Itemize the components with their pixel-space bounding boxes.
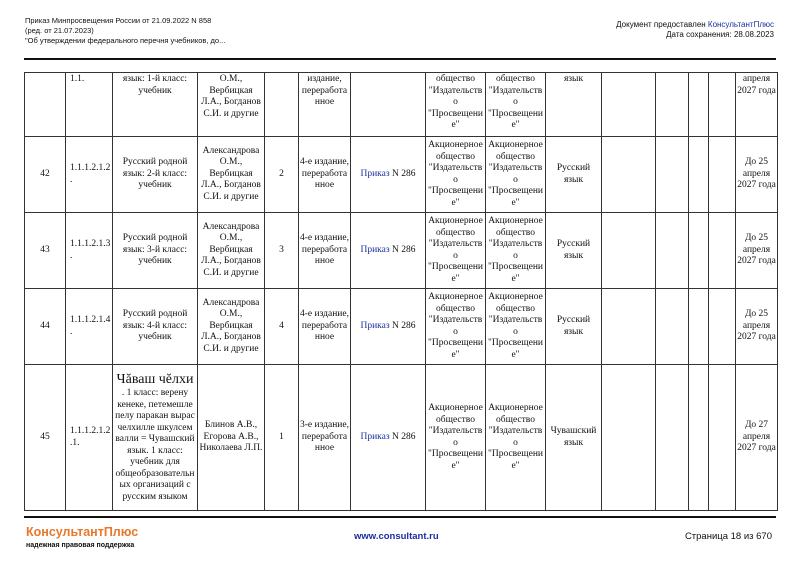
cell-number-text: 43 [40,244,50,255]
cell-edition [299,365,351,511]
cell-grade [265,137,299,213]
cell-title-text: . 1 класс: верену кенеке, петемешле пелу паракан вырас челхилле шкулсем валли = Чувашский язык. 1 класс: учебник для общеобразовательных организаций с русским языком [115,388,195,502]
cell-title [113,213,198,289]
cell-order [351,365,426,511]
cell-deadline [736,365,778,511]
cell-grade-text: 1 [279,431,284,442]
cell-code [66,73,113,137]
cell-language-text: Чувашский язык [550,426,597,448]
order-link[interactable]: Приказ [360,244,390,255]
cell-empty [602,213,656,289]
cell-deadline-text: До 25 апреля 2027 года [737,157,776,191]
cell-title-text: язык: 1-й класс: учебник [122,74,188,96]
cell-grade-text: 3 [279,244,284,255]
cell-empty [709,137,736,213]
cell-number [25,73,66,137]
cell-publisher [426,73,486,137]
cell-empty [602,365,656,511]
header-line: (ред. от 21.07.2023) [25,26,94,35]
order-number: N 286 [389,244,416,255]
cell-publisher-2 [486,213,546,289]
cell-deadline-text: До 25 апреля 2027 года [737,233,776,267]
cell-empty [709,289,736,365]
cell-publisher-2-text: Акционерное общество "Издательство "Просвещение" [487,292,544,360]
cell-language-text: Русский язык [556,163,591,185]
cell-empty [709,73,736,137]
header-line: Приказ Минпросвещения России от 21.09.2022 N 858 [25,16,212,25]
cell-deadline [736,213,778,289]
order-link[interactable]: Приказ [360,320,390,331]
cell-code-text: 1.1.1.2.1.2.1. [70,426,111,448]
cell-authors [198,289,265,365]
cell-empty [602,289,656,365]
cell-edition-text: 4-е издание, переработанное [300,157,349,191]
cell-order [351,73,426,137]
order-link[interactable]: Приказ [360,431,390,442]
cell-code-text: 1.1.1.2.1.2. [70,163,111,185]
cell-language [546,289,602,365]
cell-authors [198,213,265,289]
cell-language [546,137,602,213]
cell-authors [198,365,265,511]
cell-empty [689,137,709,213]
cell-empty [602,137,656,213]
cell-publisher-text: Акционерное общество "Издательство "Просвещение" [427,216,484,284]
cell-empty [656,365,689,511]
cell-number [25,213,66,289]
cell-deadline-text: До 27 апреля 2027 года [737,420,776,454]
cell-authors-text: Александрова О.М., Вербицкая Л.А., Богданов С.И. и другие [201,297,261,354]
cell-code [66,365,113,511]
cell-publisher-2-text: Акционерное общество "Издательство "Просвещение" [487,216,544,284]
cell-number [25,137,66,213]
cell-grade [265,365,299,511]
cell-edition-text: издание, переработанное [301,74,348,107]
cell-publisher-text: общество "Издательство "Просвещение" [427,74,484,130]
cell-edition [299,73,351,137]
cell-order [351,137,426,213]
cell-empty [689,289,709,365]
order-number: N 286 [389,168,416,179]
cell-number [25,289,66,365]
cell-publisher-text: Акционерное общество "Издательство "Просвещение" [427,403,484,471]
document-header-info [25,16,225,46]
cell-title-text: Русский родной язык: 3-й класс: учебник [122,233,188,267]
cell-order [351,213,426,289]
footer-website-link[interactable]: www.consultant.ru [354,531,439,542]
cell-empty [689,73,709,137]
cell-code-text: 1.1. [70,74,85,84]
cell-publisher-2-text: Акционерное общество "Издательство "Просвещение" [487,140,544,208]
cell-empty [709,213,736,289]
cell-title [113,137,198,213]
cell-empty [689,213,709,289]
table-row [25,73,778,137]
cell-publisher-2 [486,289,546,365]
cell-edition-text: 3-е издание, переработанное [300,420,349,454]
cell-empty [602,73,656,137]
cell-grade [265,73,299,137]
footer-tagline: надежная правовая поддержка [26,542,135,549]
provided-prefix: Документ предоставлен [616,20,708,29]
cell-publisher [426,289,486,365]
cell-number-text: 45 [40,431,50,442]
cell-authors-text: Александрова О.М., Вербицкая Л.А., Богданов С.И. и другие [201,221,261,278]
cell-authors [198,137,265,213]
cell-grade-text: 2 [279,168,284,179]
cell-empty [656,73,689,137]
footer-divider [24,516,776,518]
provider-info [616,20,774,40]
cell-title-text: Русский родной язык: 2-й класс: учебник [122,157,188,191]
cell-deadline-text: До 25 апреля 2027 года [737,309,776,343]
cell-publisher-2 [486,137,546,213]
cell-code-text: 1.1.1.2.1.3. [70,239,111,261]
cell-code [66,289,113,365]
textbook-table [24,72,778,511]
header-line: "Об утверждении федерального перечня учебников, до... [25,36,226,45]
footer-brand-logo: КонсультантПлюс [26,525,139,539]
cell-grade-text: 4 [279,320,284,331]
cell-title [113,365,198,511]
cell-language [546,73,602,137]
cell-empty [689,365,709,511]
cell-edition [299,137,351,213]
cell-language [546,365,602,511]
save-date: Дата сохранения: 28.08.2023 [666,30,774,39]
cell-edition [299,213,351,289]
order-link[interactable]: Приказ [360,168,390,179]
table-row [25,365,778,511]
cell-number-text: 42 [40,168,50,179]
table-row [25,289,778,365]
cell-publisher [426,137,486,213]
cell-authors-text: Александрова О.М., Вербицкая Л.А., Богданов С.И. и другие [201,145,261,202]
cell-order [351,289,426,365]
cell-empty [709,365,736,511]
cell-code-text: 1.1.1.2.1.4. [70,315,111,337]
cell-publisher-2-text: Акционерное общество "Издательство "Просвещение" [487,403,544,471]
cell-publisher-2 [486,365,546,511]
order-number: N 286 [389,431,416,442]
cell-empty [656,289,689,365]
table-row [25,137,778,213]
cell-deadline [736,289,778,365]
table-row [25,213,778,289]
cell-publisher [426,213,486,289]
order-number: N 286 [389,320,416,331]
cell-deadline [736,73,778,137]
cell-code [66,137,113,213]
cell-publisher [426,365,486,511]
cell-language-text: Русский язык [556,315,591,337]
cell-deadline-text: апреля 2027 года [737,74,776,96]
cell-authors-text: Блинов А.В., Егорова А.В., Николаева Л.П. [199,420,263,454]
cell-language [546,213,602,289]
provider-link[interactable]: КонсультантПлюс [707,20,774,29]
cell-publisher-2-text: общество "Издательство "Просвещение" [487,74,544,130]
cell-authors [198,73,265,137]
cell-number-text: 44 [40,320,50,331]
cell-publisher-2 [486,73,546,137]
cell-language-text: Русский язык [556,239,591,261]
cell-code [66,213,113,289]
page-number: Страница 18 из 670 [684,531,772,542]
cell-publisher-text: Акционерное общество "Издательство "Просвещение" [427,292,484,360]
cell-edition-text: 4-е издание, переработанное [300,233,349,267]
cell-language-text: язык [563,74,584,84]
cell-publisher-text: Акционерное общество "Издательство "Просвещение" [427,140,484,208]
cell-title-text: Русский родной язык: 4-й класс: учебник [122,309,188,343]
cell-deadline [736,137,778,213]
cell-empty [656,137,689,213]
cell-edition-text: 4-е издание, переработанное [300,309,349,343]
cell-edition [299,289,351,365]
cell-title [113,289,198,365]
cell-empty [656,213,689,289]
header-divider [24,58,776,60]
cell-number [25,365,66,511]
cell-grade [265,289,299,365]
cell-authors-text: О.М., Вербицкая Л.А., Богданов С.И. и другие [201,74,261,119]
title-native: Чăваш чĕлхи [116,372,194,387]
cell-title [113,73,198,137]
cell-grade [265,213,299,289]
